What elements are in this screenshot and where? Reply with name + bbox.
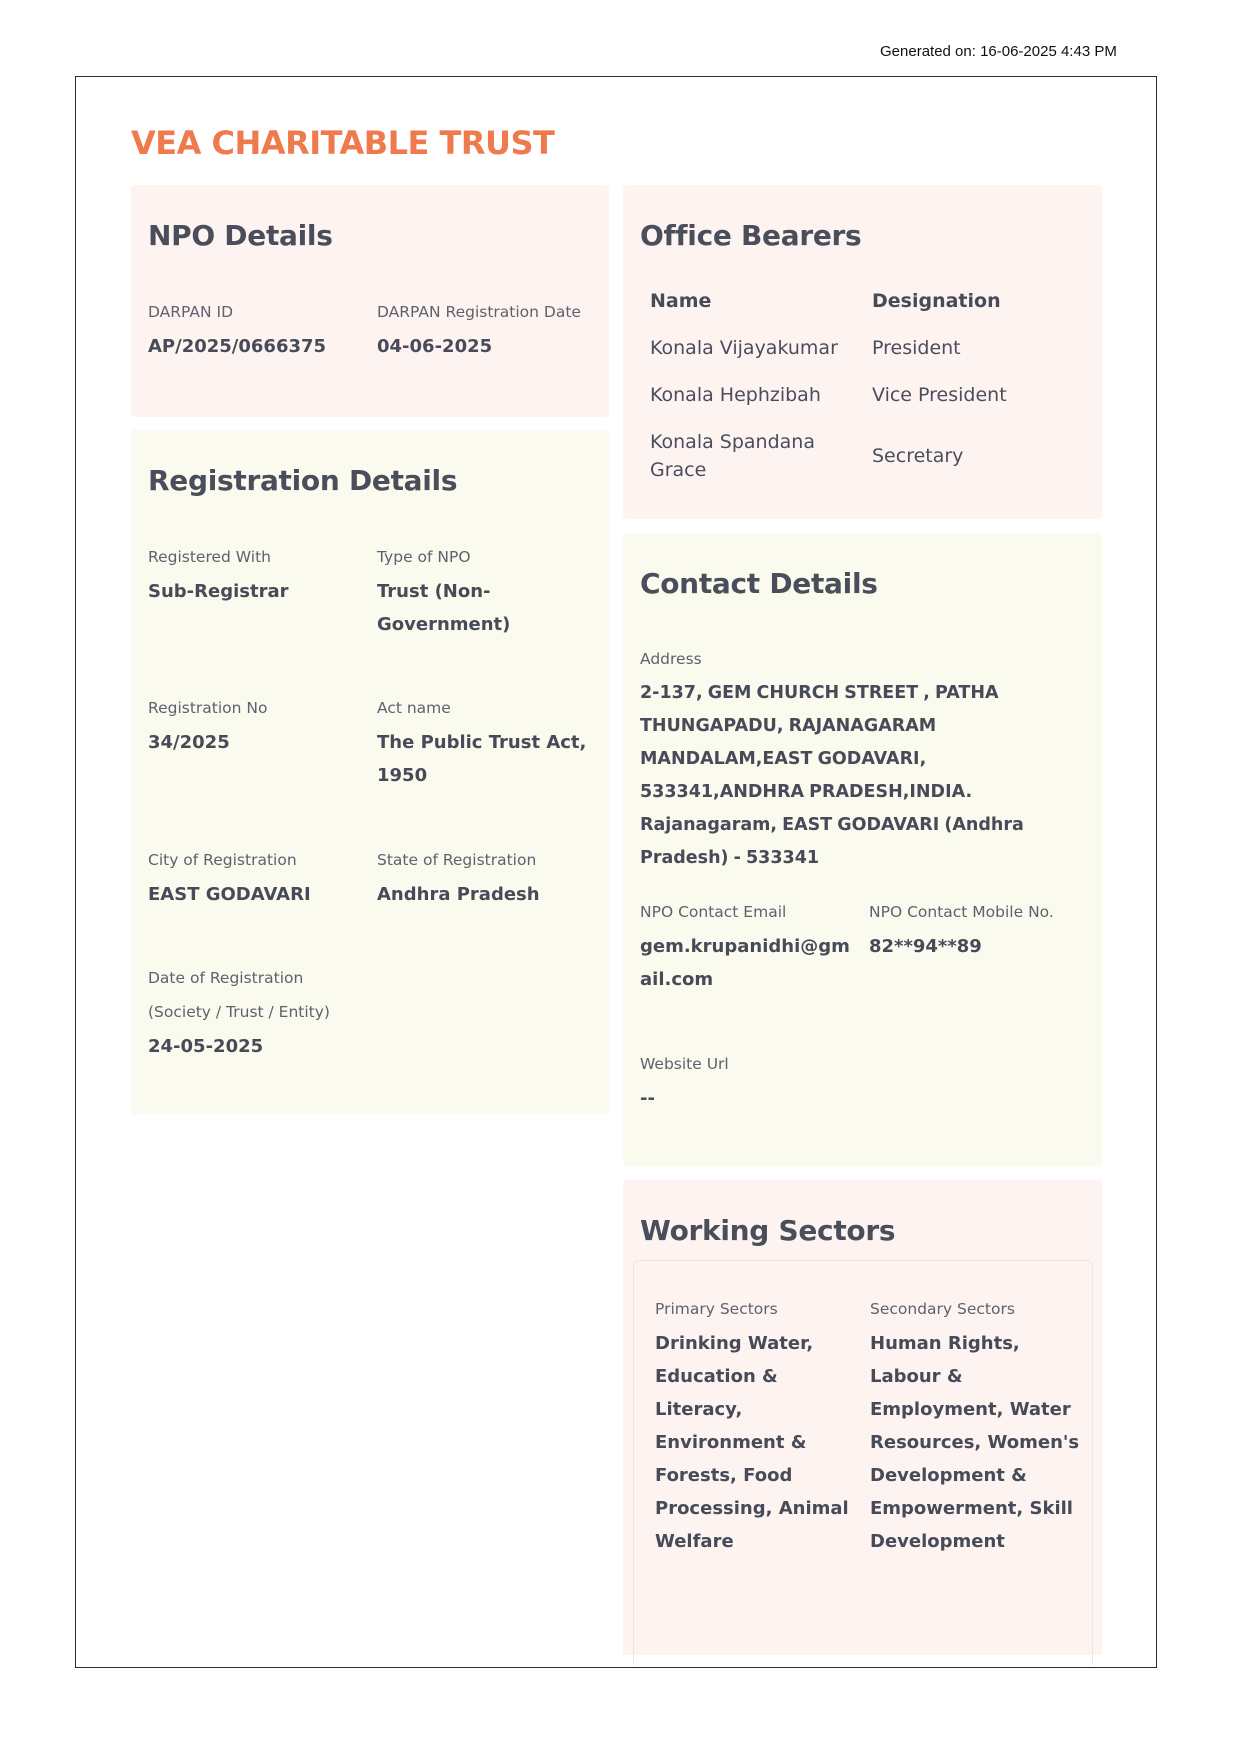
email-label: NPO Contact Email bbox=[640, 903, 787, 921]
bearer-name: Konala Hephzibah bbox=[650, 384, 821, 406]
registration-no-label: Registration No bbox=[148, 699, 268, 717]
mobile-label: NPO Contact Mobile No. bbox=[869, 903, 1054, 921]
registration-no-value: 34/2025 bbox=[148, 732, 230, 753]
trust-name: VEA CHARITABLE TRUST bbox=[131, 124, 555, 162]
office-bearers-card bbox=[623, 185, 1102, 519]
address-label: Address bbox=[640, 650, 702, 668]
registration-details-card bbox=[131, 430, 609, 1114]
npo-details-title: NPO Details bbox=[148, 219, 333, 252]
darpan-date-value: 04-06-2025 bbox=[377, 336, 493, 357]
city-value: EAST GODAVARI bbox=[148, 884, 311, 905]
bearer-name: Konala Vijayakumar bbox=[650, 337, 838, 359]
npo-type-value: Trust (Non-Government) bbox=[377, 581, 511, 635]
secondary-sectors-label: Secondary Sectors bbox=[870, 1300, 1015, 1318]
darpan-id-label: DARPAN ID bbox=[148, 303, 234, 321]
registration-details-title: Registration Details bbox=[148, 464, 458, 497]
darpan-date-label: DARPAN Registration Date bbox=[377, 303, 581, 321]
darpan-id-value: AP/2025/0666375 bbox=[148, 336, 327, 357]
working-sectors-title: Working Sectors bbox=[640, 1214, 896, 1247]
secondary-sectors-value: Human Rights, Labour & Employment, Water Resources, Women's Development & Empowerment, Skill Development bbox=[870, 1333, 1080, 1552]
working-sectors-card bbox=[623, 1180, 1102, 1655]
state-label: State of Registration bbox=[377, 851, 537, 869]
registered-with-label: Registered With bbox=[148, 548, 271, 566]
registration-date-value: 24-05-2025 bbox=[148, 1036, 264, 1057]
column-header-designation: Designation bbox=[872, 290, 1001, 312]
email-value: gem.krupanidhi@gmail.com bbox=[640, 936, 850, 990]
registration-date-label: Date of Registration bbox=[148, 969, 304, 987]
act-name-label: Act name bbox=[377, 699, 451, 717]
registered-with-value: Sub-Registrar bbox=[148, 581, 289, 602]
bearer-name: Konala Spandana Grace bbox=[650, 431, 815, 481]
website-value: -- bbox=[640, 1088, 655, 1109]
mobile-value: 82**94**89 bbox=[869, 936, 982, 957]
address-value: 2-137, GEM CHURCH STREET , PATHA THUNGAPADU, RAJANAGARAM MANDALAM,EAST GODAVARI, 533341,ANDHRA PRADESH,INDIA. Rajanagaram, EAST GODAVARI (Andhra Pradesh) - 533341 bbox=[640, 683, 1024, 868]
primary-sectors-value: Drinking Water, Education & Literacy, Environment & Forests, Food Processing, Animal Welfare bbox=[655, 1333, 849, 1552]
website-label: Website Url bbox=[640, 1055, 729, 1073]
act-name-value: The Public Trust Act, 1950 bbox=[377, 732, 587, 786]
bearer-designation: Secretary bbox=[872, 445, 964, 467]
bearer-designation: Vice President bbox=[872, 384, 1007, 406]
state-value: Andhra Pradesh bbox=[377, 884, 540, 905]
generated-timestamp: Generated on: 16-06-2025 4:43 PM bbox=[880, 43, 1117, 60]
contact-details-card bbox=[623, 533, 1102, 1166]
npo-type-label: Type of NPO bbox=[377, 548, 471, 566]
office-bearers-title: Office Bearers bbox=[640, 219, 862, 252]
column-header-name: Name bbox=[650, 290, 712, 312]
bearer-designation: President bbox=[872, 337, 961, 359]
npo-details-card bbox=[131, 185, 609, 417]
primary-sectors-label: Primary Sectors bbox=[655, 1300, 778, 1318]
contact-details-title: Contact Details bbox=[640, 567, 878, 600]
city-label: City of Registration bbox=[148, 851, 297, 869]
registration-date-sublabel: (Society / Trust / Entity) bbox=[148, 1003, 330, 1021]
